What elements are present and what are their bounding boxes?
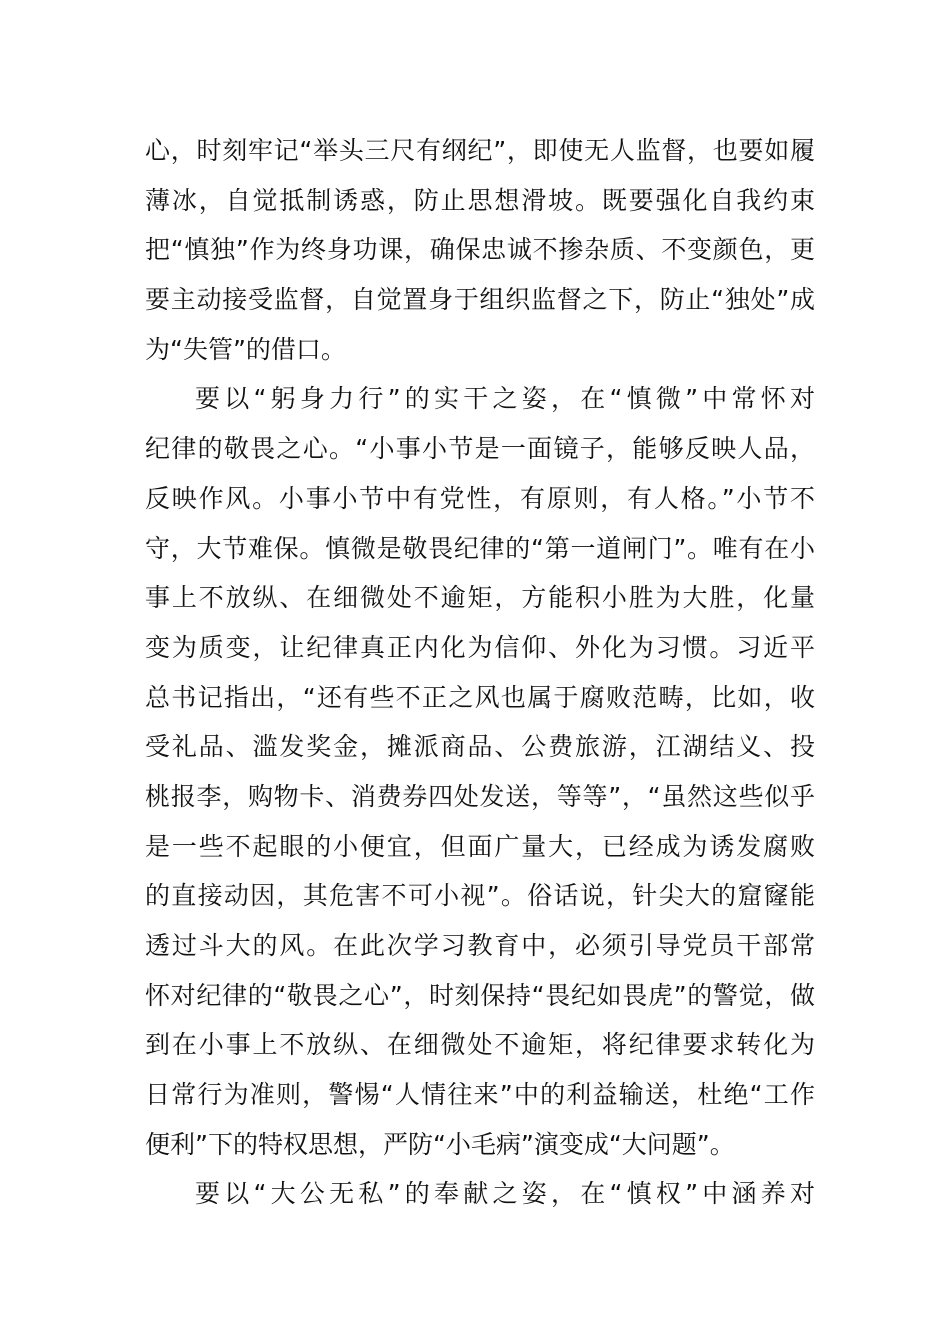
text-line: 日常行为准则，警惕“人情往来”中的利益输送，杜绝“工作: [145, 1080, 815, 1110]
text-line: 桃报李，购物卡、消费券四处发送，等等”，“虽然这些似乎: [145, 781, 815, 811]
text-line: 是一些不起眼的小便宜，但面广量大，已经成为诱发腐败: [145, 831, 815, 861]
paragraph-start-line: 要以“大公无私”的奉献之姿，在“慎权”中涵养对: [195, 1179, 815, 1209]
text-line: 变为质变，让纪律真正内化为信仰、外化为习惯。习近平: [145, 632, 815, 662]
paragraph-start-line: 要以“躬身力行”的实干之姿，在“慎微”中常怀对: [195, 384, 815, 414]
text-line: 怀对纪律的“敬畏之心”，时刻保持“畏纪如畏虎”的警觉，做: [145, 980, 815, 1010]
text-line: 的直接动因，其危害不可小视”。俗话说，针尖大的窟窿能: [145, 881, 815, 911]
text-line: 总书记指出，“还有些不正之风也属于腐败范畴，比如，收: [145, 682, 815, 712]
text-line: 要主动接受监督，自觉置身于组织监督之下，防止“独处”成: [145, 285, 815, 315]
text-line: 把“慎独”作为终身功课，确保忠诚不掺杂质、不变颜色，更: [145, 235, 815, 265]
body-text: [145, 126, 815, 1219]
text-line: 到在小事上不放纵、在细微处不逾矩，将纪律要求转化为: [145, 1030, 815, 1060]
text-line: 纪律的敬畏之心。“小事小节是一面镜子，能够反映人品，: [145, 434, 815, 464]
text-line: 心，时刻牢记“举头三尺有纲纪”，即使无人监督，也要如履: [145, 136, 815, 165]
text-line: 事上不放纵、在细微处不逾矩，方能积小胜为大胜，化量: [145, 583, 815, 613]
text-line: 受礼品、滥发奖金，摊派商品、公费旅游，江湖结义、投: [145, 732, 815, 762]
text-line: 薄冰，自觉抵制诱惑，防止思想滑坡。既要强化自我约束: [145, 185, 815, 215]
text-line: 透过斗大的风。在此次学习教育中，必须引导党员干部常: [145, 931, 815, 960]
text-line: 便利”下的特权思想，严防“小毛病”演变成“大问题”。: [145, 1129, 735, 1159]
text-line: 为“失管”的借口。: [145, 334, 346, 364]
text-line: 反映作风。小事小节中有党性，有原则，有人格。”小节不: [145, 483, 815, 513]
text-line: 守，大节难保。慎微是敬畏纪律的“第一道闸门”。唯有在小: [145, 533, 815, 563]
